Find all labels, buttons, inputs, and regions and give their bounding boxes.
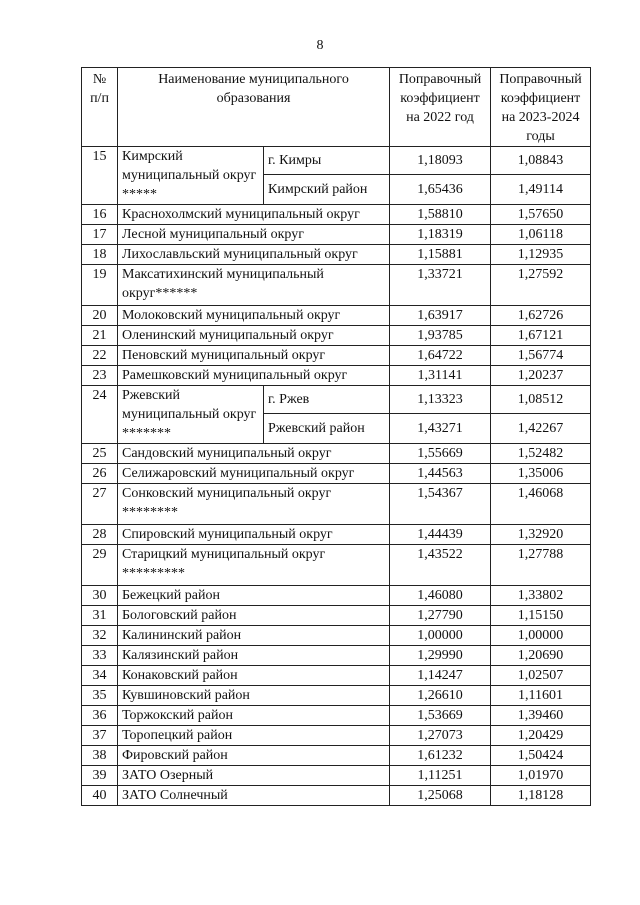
coef-2023-2024-cell: 1,20690 [491,646,591,666]
coef-2022-cell: 1,13323 [390,386,491,414]
coef-2022-cell: 1,18093 [390,147,491,175]
coef-2023-2024-cell: 1,52482 [491,444,591,464]
coef-2023-2024-cell: 1,33802 [491,586,591,606]
row-number: 29 [82,545,118,586]
coef-2023-2024-cell: 1,56774 [491,346,591,366]
row-number: 38 [82,746,118,766]
row-name: Сандовский муниципальный округ [118,444,390,464]
table-row [82,444,591,464]
header-name: Наименование муниципального образования [118,68,390,147]
coef-2022-cell: 1,63917 [390,306,491,326]
coef-2022-cell: 1,27073 [390,726,491,746]
row-name: ЗАТО Солнечный [118,786,390,806]
row-number: 39 [82,766,118,786]
coef-2023-2024-cell: 1,11601 [491,686,591,706]
row-number: 40 [82,786,118,806]
table-row [82,666,591,686]
coef-2023-2024-cell: 1,67121 [491,326,591,346]
row-number: 18 [82,245,118,265]
row-name: Старицкий муниципальный округ ********* [118,545,390,586]
row-number: 19 [82,265,118,306]
table-row [82,706,591,726]
table-row [82,205,591,225]
coef-2022-cell: 1,43271 [390,414,491,444]
table-row [82,265,591,306]
coef-2023-2024-cell: 1,20429 [491,726,591,746]
coef-2023-2024-cell: 1,15150 [491,606,591,626]
row-number: 21 [82,326,118,346]
row-name: Максатихинский муниципальный округ****** [118,265,390,306]
table-row [82,786,591,806]
coef-2022-cell: 1,54367 [390,484,491,525]
table-row [82,245,591,265]
row-number: 30 [82,586,118,606]
row-number: 37 [82,726,118,746]
table-row [82,484,591,525]
row-name: Сонковский муниципальный округ ******** [118,484,390,525]
row-sub-name: г. Ржев [264,386,390,414]
coef-2023-2024-cell: 1,08512 [491,386,591,414]
row-number: 36 [82,706,118,726]
coef-2023-2024-cell: 1,42267 [491,414,591,444]
row-number: 31 [82,606,118,626]
row-name: Рамешковский муниципальный округ [118,366,390,386]
coef-2022-cell: 1,61232 [390,746,491,766]
row-group-name: Кимрский муниципальный округ ***** [118,147,264,205]
row-number: 22 [82,346,118,366]
coef-2023-2024-cell: 1,32920 [491,525,591,545]
row-group-name: Ржевский муниципальный округ ******* [118,386,264,444]
row-number: 17 [82,225,118,245]
table-row [82,545,591,586]
coef-2023-2024-cell: 1,20237 [491,366,591,386]
row-number: 26 [82,464,118,484]
coef-2023-2024-cell: 1,62726 [491,306,591,326]
table-row [82,626,591,646]
row-number: 16 [82,205,118,225]
coef-2023-2024-cell: 1,00000 [491,626,591,646]
coef-2022-cell: 1,14247 [390,666,491,686]
coef-2023-2024-cell: 1,01970 [491,766,591,786]
table-row [82,726,591,746]
coef-2022-cell: 1,27790 [390,606,491,626]
table-row [82,306,591,326]
row-name: Лесной муниципальный округ [118,225,390,245]
row-number: 32 [82,626,118,646]
coef-2022-cell: 1,11251 [390,766,491,786]
table-row [82,586,591,606]
row-name: Лихославльский муниципальный округ [118,245,390,265]
coef-2023-2024-cell: 1,49114 [491,175,591,205]
row-name: Краснохолмский муниципальный округ [118,205,390,225]
table-row [82,366,591,386]
coef-2022-cell: 1,15881 [390,245,491,265]
coef-2022-cell: 1,64722 [390,346,491,366]
row-number: 25 [82,444,118,464]
header-coef-2023-2024: Поправочный коэффициент на 2023-2024 годы [491,68,591,147]
table-row [82,326,591,346]
table-header-row [82,68,591,147]
row-name: Спировский муниципальный округ [118,525,390,545]
table-row [82,464,591,484]
coef-2023-2024-cell: 1,35006 [491,464,591,484]
coef-2022-cell: 1,33721 [390,265,491,306]
coef-2023-2024-cell: 1,27788 [491,545,591,586]
row-name: Оленинский муниципальный округ [118,326,390,346]
row-name: Конаковский район [118,666,390,686]
coef-2022-cell: 1,43522 [390,545,491,586]
table-row [82,606,591,626]
coef-2022-cell: 1,53669 [390,706,491,726]
row-sub-name: г. Кимры [264,147,390,175]
row-name: Торжокский район [118,706,390,726]
row-number: 34 [82,666,118,686]
coef-2022-cell: 1,26610 [390,686,491,706]
table-row [82,346,591,366]
table-row [82,525,591,545]
coef-2022-cell: 1,44439 [390,525,491,545]
coef-2023-2024-cell: 1,08843 [491,147,591,175]
table-row [82,686,591,706]
row-sub-name: Ржевский район [264,414,390,444]
coef-2023-2024-cell: 1,57650 [491,205,591,225]
row-number: 23 [82,366,118,386]
row-name: Кувшиновский район [118,686,390,706]
row-number: 35 [82,686,118,706]
row-name: ЗАТО Озерный [118,766,390,786]
coef-2022-cell: 1,29990 [390,646,491,666]
row-name: Фировский район [118,746,390,766]
row-name: Пеновский муниципальный округ [118,346,390,366]
coef-2022-cell: 1,46080 [390,586,491,606]
table-body [82,147,591,806]
row-number: 27 [82,484,118,525]
table-row [82,646,591,666]
coef-2022-cell: 1,93785 [390,326,491,346]
coef-2022-cell: 1,25068 [390,786,491,806]
row-number: 20 [82,306,118,326]
coef-2023-2024-cell: 1,02507 [491,666,591,686]
coefficients-table [81,67,591,806]
coef-2023-2024-cell: 1,39460 [491,706,591,726]
table-row [82,386,591,414]
coef-2022-cell: 1,31141 [390,366,491,386]
table-row [82,147,591,175]
row-name: Молоковский муниципальный округ [118,306,390,326]
row-number: 15 [82,147,118,205]
coef-2023-2024-cell: 1,46068 [491,484,591,525]
row-number: 28 [82,525,118,545]
row-name: Торопецкий район [118,726,390,746]
row-name: Калининский район [118,626,390,646]
page-number: 8 [316,38,324,53]
coef-2023-2024-cell: 1,06118 [491,225,591,245]
coef-2022-cell: 1,44563 [390,464,491,484]
coef-2022-cell: 1,00000 [390,626,491,646]
row-number: 33 [82,646,118,666]
header-num: № п/п [82,68,118,147]
table-row [82,225,591,245]
table-row [82,766,591,786]
coef-2022-cell: 1,58810 [390,205,491,225]
row-name: Бологовский район [118,606,390,626]
header-coef-2022: Поправочный коэффициент на 2022 год [390,68,491,147]
row-sub-name: Кимрский район [264,175,390,205]
coef-2023-2024-cell: 1,50424 [491,746,591,766]
row-name: Калязинский район [118,646,390,666]
coef-2022-cell: 1,55669 [390,444,491,464]
row-name: Бежецкий район [118,586,390,606]
coef-2022-cell: 1,65436 [390,175,491,205]
row-number: 24 [82,386,118,444]
coef-2023-2024-cell: 1,12935 [491,245,591,265]
coef-2022-cell: 1,18319 [390,225,491,245]
table-row [82,746,591,766]
coef-2023-2024-cell: 1,18128 [491,786,591,806]
coef-2023-2024-cell: 1,27592 [491,265,591,306]
row-name: Селижаровский муниципальный округ [118,464,390,484]
